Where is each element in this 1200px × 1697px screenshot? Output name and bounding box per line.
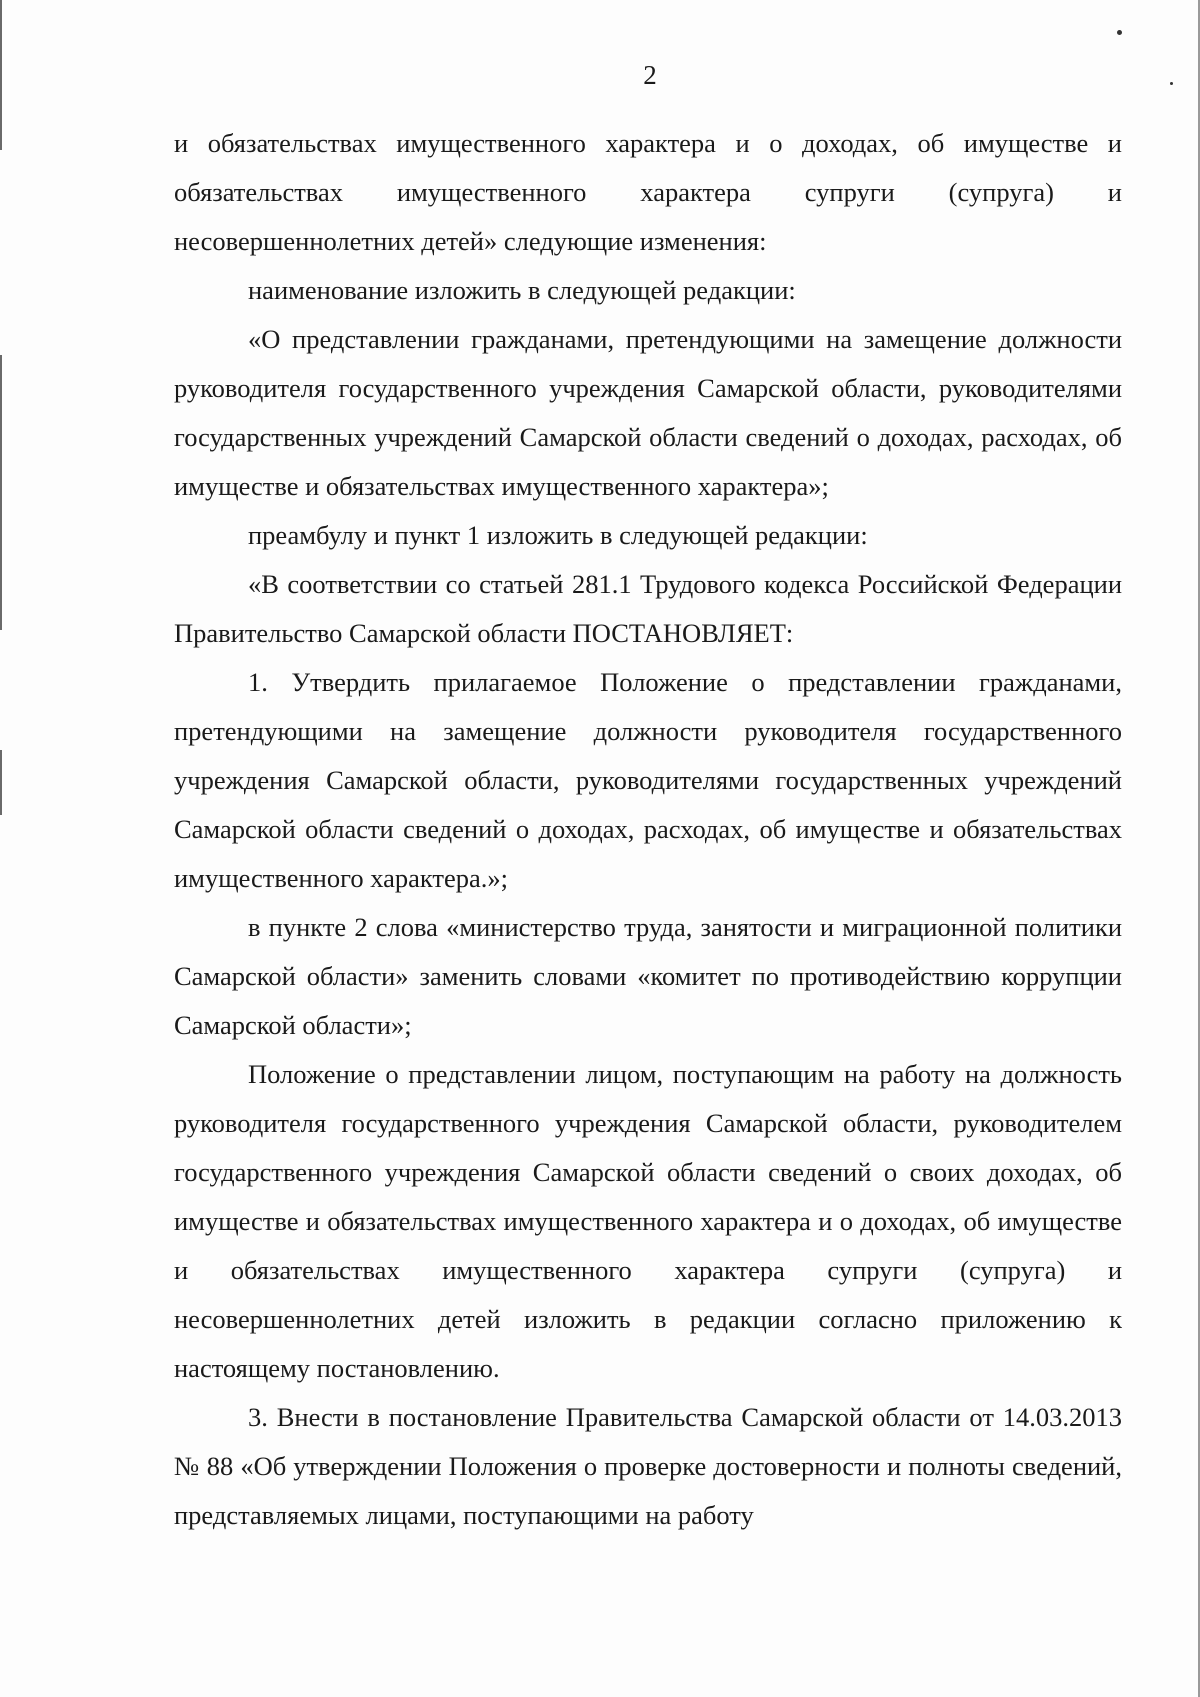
scan-edge-mark: [0, 750, 2, 815]
paragraph: 3. Внести в постановление Правительства Самарской области от 14.03.2013 № 88 «Об утверждении Положения о проверке достоверности и полноты сведений, представляемых лицами, поступающими на работу: [174, 1402, 1122, 1530]
paragraph: преамбулу и пункт 1 изложить в следующей редакции:: [248, 520, 868, 550]
document-body: [174, 119, 1122, 1540]
paragraph: в пункте 2 слова «министерство труда, занятости и миграционной политики Самарской области» заменить словами «комитет по противодействию коррупции Самарской области»;: [174, 912, 1122, 1040]
paragraph: и обязательствах имущественного характера и о доходах, об имуществе и обязательствах имущественного характера супруги (супруга) и несовершеннолетних детей» следующие изменения:: [174, 128, 1122, 256]
paragraph: Положение о представлении лицом, поступающим на работу на должность руководителя государственного учреждения Самарской области, руководителем государственного учреждения Самарской области сведений о своих доходах, об имуществе и обязательствах имущественного характера и о доходах, об имуществе и обязательствах имущественного характера супруги (супруга) и несовершеннолетних детей изложить в редакции согласно приложению к настоящему постановлению.: [174, 1059, 1122, 1383]
scan-edge-mark: [0, 355, 2, 630]
paragraph: 1. Утвердить прилагаемое Положение о представлении гражданами, претендующими на замещение должности руководителя государственного учреждения Самарской области, руководителями государственных учреждений Самарской области сведений о доходах, расходах, об имуществе и обязательствах имущественного характера.»;: [174, 667, 1122, 893]
paragraph: «О представлении гражданами, претендующими на замещение должности руководителя государственного учреждения Самарской области, руководителями государственных учреждений Самарской области сведений о доходах, расходах, об имуществе и обязательствах имущественного характера»;: [174, 324, 1122, 501]
paragraph: наименование изложить в следующей редакции:: [248, 275, 796, 305]
paragraph: «В соответствии со статьей 281.1 Трудового кодекса Российской Федерации Правительство Самарской области ПОСТАНОВЛЯЕТ:: [174, 569, 1122, 648]
scan-speck: [1117, 30, 1122, 35]
page-number: 2: [643, 60, 657, 90]
